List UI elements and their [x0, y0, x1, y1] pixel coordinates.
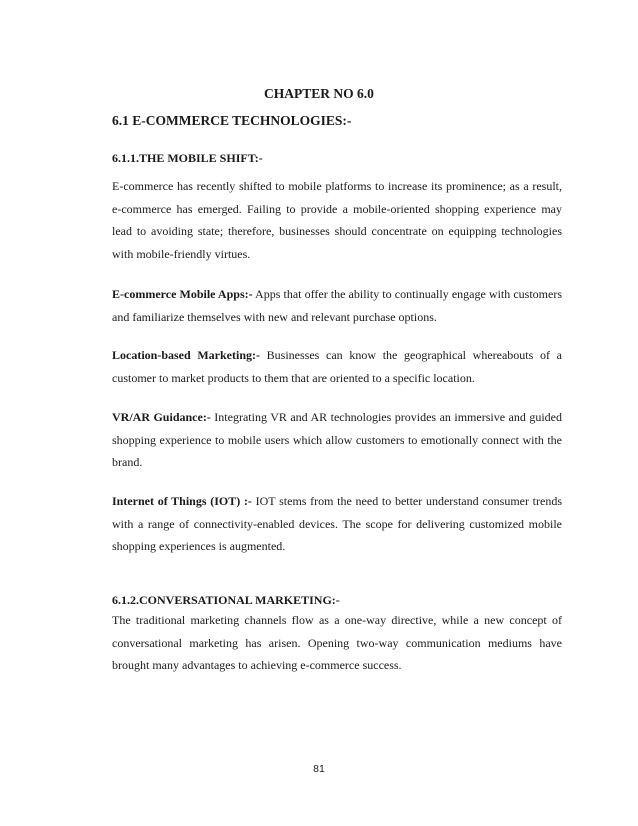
item-lead: Location-based Marketing:-	[112, 348, 260, 362]
item-location-marketing	[112, 344, 562, 389]
section-heading: 6.1 E-COMMERCE TECHNOLOGIES:-	[112, 113, 352, 128]
mobile-shift-paragraph: E-commerce has recently shifted to mobile platforms to increase its prominence; as a result, e-commerce has emerged. Failing to provide a mobile-oriented shopping experience may lead to avoiding state; therefore, businesses should concentrate on equipping technologies with mobile-friendly virtues.	[112, 179, 562, 262]
item-lead: VR/AR Guidance:-	[112, 410, 211, 424]
item-vr-ar-guidance	[112, 406, 562, 474]
item-mobile-apps	[112, 283, 562, 328]
item-text: Businesses can know the geographical whereabouts of a customer to market products to them that are oriented to a specific location.	[112, 348, 562, 385]
subsection-heading-mobile-shift: 6.1.1.THE MOBILE SHIFT:-	[112, 151, 263, 165]
item-text: Integrating VR and AR technologies provides an immersive and guided shopping experience to mobile users which allow customers to emotionally connect with the brand.	[112, 410, 562, 470]
item-text: Apps that offer the ability to continually engage with customers and familiarize themselves with new and relevant purchase options.	[112, 287, 562, 324]
chapter-title: CHAPTER NO 6.0	[264, 86, 374, 101]
subsection-heading-conversational-marketing: 6.1.2.CONVERSATIONAL MARKETING:-	[112, 593, 340, 607]
item-internet-of-things	[112, 490, 562, 558]
conversational-marketing-paragraph: The traditional marketing channels flow as a one-way directive, while a new concept of conversational marketing has arisen. Opening two-way communication mediums have brought many advantages to achieving e-commerce success.	[112, 613, 562, 673]
item-lead: E-commerce Mobile Apps:-	[112, 287, 253, 301]
page-number: 81	[313, 763, 325, 775]
item-text: IOT stems from the need to better understand consumer trends with a range of connectivity-enabled devices. The scope for delivering customized mobile shopping experiences is augmented.	[112, 494, 562, 554]
item-lead: Internet of Things (IOT) :-	[112, 494, 252, 508]
